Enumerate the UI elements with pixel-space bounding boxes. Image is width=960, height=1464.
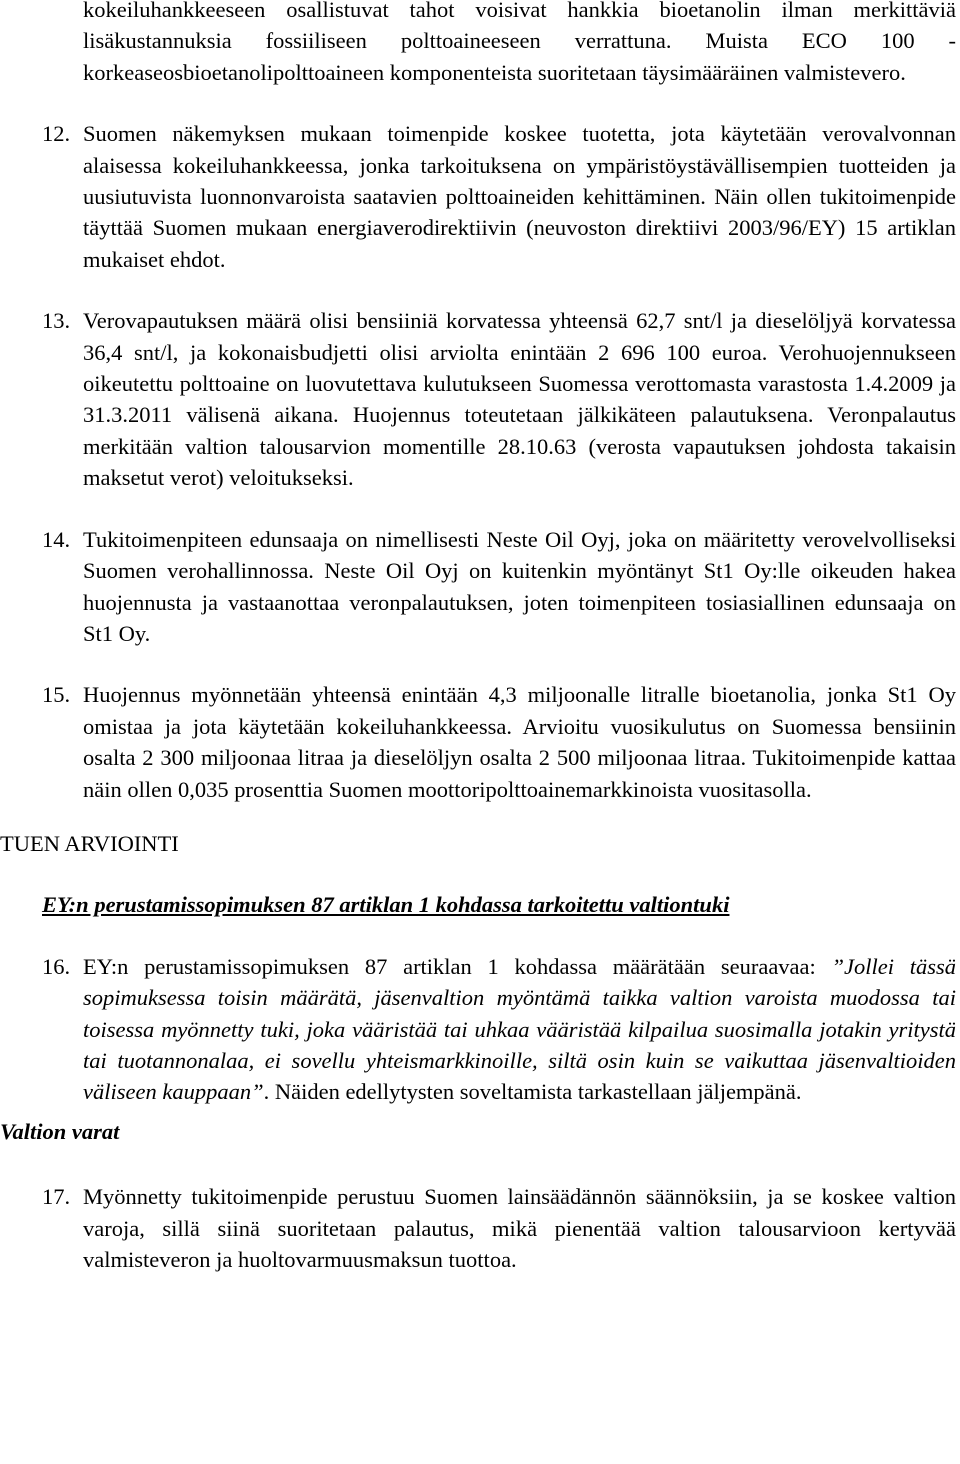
subsection-heading-valtiontuki: EY:n perustamissopimuksen 87 artiklan 1 kohdassa tarkoitettu valtiontuki: [42, 892, 730, 918]
paragraph-17: [0, 1181, 960, 1275]
paragraph-12: [0, 118, 960, 275]
paragraph-text: Verovapautuksen määrä olisi bensiiniä korvatessa yhteensä 62,7 snt/l ja dieselöljyä korvatessa 36,4 snt/l, ja kokonaisbudjetti olisi arviolta enintään 2 696 100 euroa. Verohuojennukseen oikeutettu polttoaine on luovutettava kulutukseen Suomessa verottomasta varastosta 1.4.2009 ja 31.3.2011 välisenä aikana. Huojennus toteutetaan jälkikäteen palautuksena. Veronpalautus merkitään valtion talousarvion momentille 28.10.63 (verosta vapautuksen johdosta takaisin maksetut verot) veloitukseksi.: [83, 308, 956, 491]
side-heading-valtion-varat: Valtion varat: [0, 1118, 120, 1144]
paragraph-14: [0, 524, 960, 650]
paragraph-13: [0, 305, 960, 493]
paragraph-number: 15.: [42, 682, 71, 708]
paragraph-number: 16.: [42, 953, 71, 979]
section-heading-tuen-arviointi: TUEN ARVIOINTI: [0, 830, 179, 856]
paragraph-text: Myönnetty tukitoimenpide perustuu Suomen lainsäädännön säännöksiin, ja se koskee valtion varoja, sillä siinä suoritetaan palautus, mikä pienentää valtion talousarvioon kertyvää valmisteveron ja huoltovarmuusmaksun tuottoa.: [83, 1184, 956, 1272]
paragraph-16: [0, 951, 960, 1108]
paragraph-text: Tukitoimenpiteen edunsaaja on nimellisesti Neste Oil Oyj, joka on määritetty verovelvolliseksi Suomen verohallinnossa. Neste Oil Oyj on kuitenkin myöntänyt St1 Oy:lle oikeuden hakea huojennusta ja vastaanottaa veronpalautuksen, joten toimenpiteen tosiasiallinen edunsaaja on St1 Oy.: [83, 526, 956, 646]
treaty-quote: ”Jollei tässä sopimuksessa toisin määrätä, jäsenvaltion myöntämä taikka valtion varoista muodossa tai toisessa myönnetty tuki, joka vääristää tai uhkaa vääristää kilpailua suosimalla jotakin yritystä tai tuotannonalaa, ei sovellu yhteismarkkinoille, siltä osin kuin se vaikuttaa jäsenvaltioiden väliseen kauppaan”: [83, 953, 956, 1105]
paragraph-text-tail: . Näiden edellytysten soveltamista tarkastellaan jäljempänä.: [263, 1079, 802, 1105]
paragraph-intro-text: kokeiluhankkeeseen osallistuvat tahot voisivat hankkia bioetanolin ilman merkittäviä lisäkustannuksia fossiiliseen polttoaineeseen verrattuna. Muista ECO 100 -korkeaseosbioetanolipolttoaineen komponenteista suoritetaan täysimääräinen valmistevero.: [83, 0, 956, 85]
paragraph-text: Huojennus myönnetään yhteensä enintään 4,3 miljoonalle litralle bioetanolia, jonka St1 Oy omistaa ja jota käytetään kokeiluhankkeessa. Arvioitu vuosikulutus on Suomessa bensiinin osalta 2 300 miljoonaa litraa ja dieselöljyn osalta 2 500 miljoonaa litraa. Tukitoimenpide kattaa näin ollen 0,035 prosenttia Suomen moottoripolttoainemarkkinoista vuositasolla.: [83, 682, 956, 802]
paragraph-number: 12.: [42, 121, 71, 147]
paragraph-15: [0, 679, 960, 805]
paragraph-number: 14.: [42, 526, 71, 552]
paragraph-number: 17.: [42, 1184, 71, 1210]
paragraph-text: Suomen näkemyksen mukaan toimenpide koskee tuotetta, jota käytetään verovalvonnan alaisessa kokeiluhankkeessa, jonka tarkoituksena on ympäristöystävällisempien tuotteiden ja uusiutuvista luonnonvaroista saatavien polttoaineiden kehittäminen. Näin ollen tukitoimenpide täyttää Suomen mukaan energiaverodirektiivin (neuvoston direktiivi 2003/96/EY) 15 artiklan mukaiset ehdot.: [83, 121, 956, 272]
paragraph-number: 13.: [42, 308, 71, 334]
paragraph-text-lead: EY:n perustamissopimuksen 87 artiklan 1 kohdassa määrätään seuraavaa:: [83, 953, 832, 979]
paragraph-intro: [0, 0, 960, 88]
